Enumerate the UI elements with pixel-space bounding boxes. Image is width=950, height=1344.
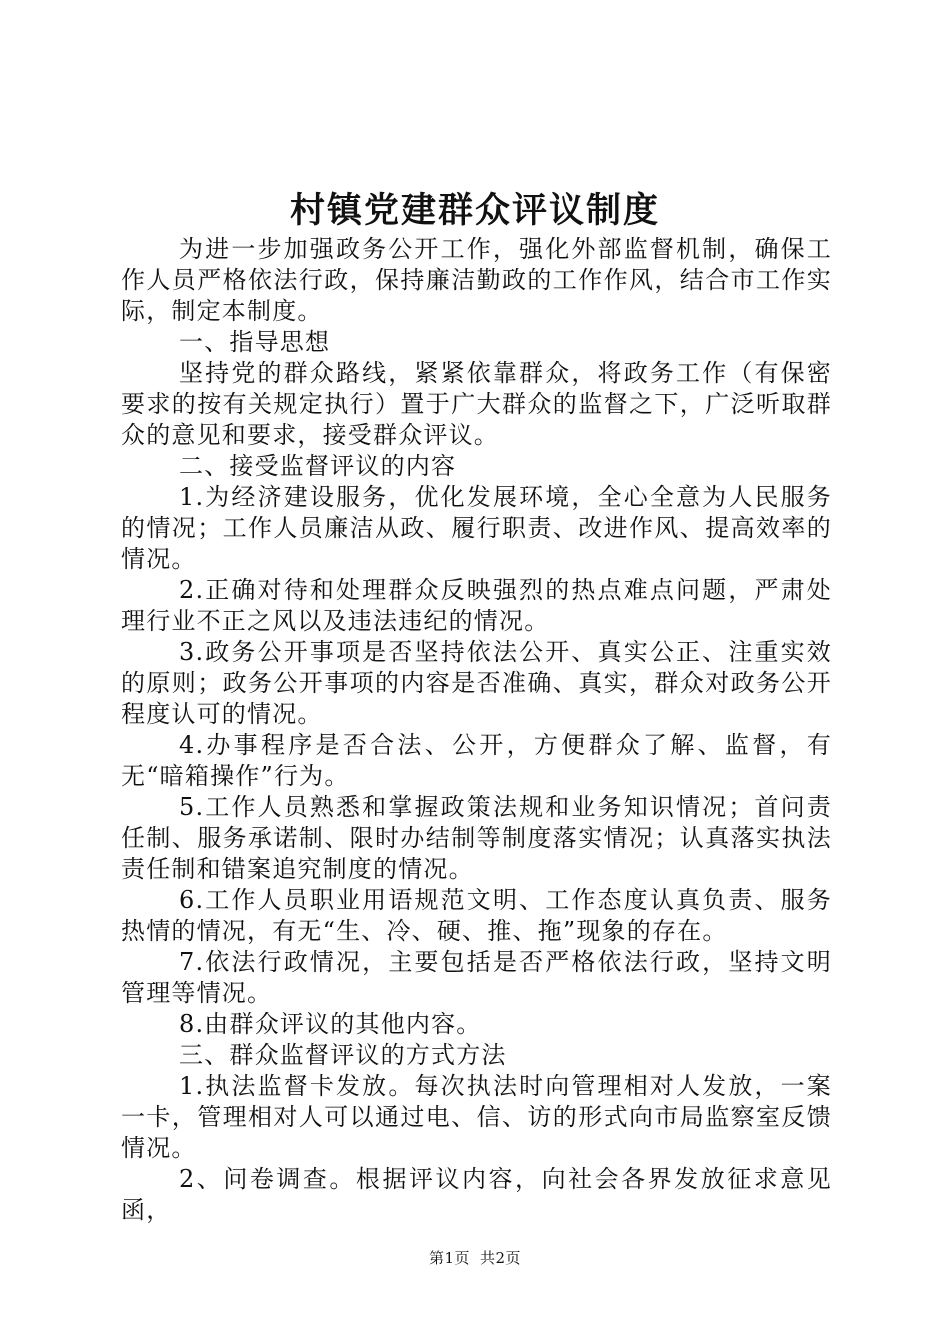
list-item: 2.正确对待和处理群众反映强烈的热点难点问题，严肃处理行业不正之风以及违法违纪的情况。: [121, 576, 832, 635]
section-heading-3: 三、群众监督评议的方式方法: [179, 1041, 507, 1069]
list-item: 3.政务公开事项是否坚持依法公开、真实公正、注重实效的原则；政务公开事项的内容是否准确、真实，群众对政务公开程度认可的情况。: [121, 638, 832, 728]
list-item: 5.工作人员熟悉和掌握政策法规和业务知识情况；首问责任制、服务承诺制、限时办结制等制度落实情况；认真落实执法责任制和错案追究制度的情况。: [121, 793, 832, 883]
page-number: 第1页: [428, 1249, 470, 1267]
page-footer: [0, 1247, 950, 1268]
document-title: 村镇党建群众评议制度: [289, 191, 660, 231]
page-total: 共2页: [480, 1249, 522, 1267]
paragraph: 坚持党的群众路线，紧紧依靠群众，将政务工作（有保密要求的按有关规定执行）置于广大群众的监督之下，广泛听取群众的意见和要求，接受群众评议。: [121, 359, 832, 449]
section-heading-1: 一、指导思想: [179, 328, 331, 356]
list-item: 8.由群众评议的其他内容。: [179, 1010, 482, 1038]
list-item: 2、问卷调查。根据评议内容，向社会各界发放征求意见函，: [121, 1165, 832, 1224]
list-item: 1.执法监督卡发放。每次执法时向管理相对人发放，一案一卡，管理相对人可以通过电、信、访的形式向市局监察室反馈情况。: [121, 1072, 832, 1162]
list-item: 7.依法行政情况，主要包括是否严格依法行政，坚持文明管理等情况。: [121, 948, 832, 1007]
section-heading-2: 二、接受监督评议的内容: [179, 452, 457, 480]
list-item: 1.为经济建设服务，优化发展环境，全心全意为人民服务的情况；工作人员廉洁从政、履行职责、改进作风、提高效率的情况。: [121, 483, 832, 573]
paragraph-intro: 为进一步加强政务公开工作，强化外部监督机制，确保工作人员严格依法行政，保持廉洁勤政的工作作风，结合市工作实际，制定本制度。: [121, 235, 832, 325]
document-body: [121, 234, 832, 1226]
list-item: 6.工作人员职业用语规范文明、工作态度认真负责、服务热情的情况，有无“生、冷、硬、推、拖”现象的存在。: [121, 886, 832, 945]
list-item: 4.办事程序是否合法、公开，方便群众了解、监督，有无“暗箱操作”行为。: [121, 731, 832, 790]
